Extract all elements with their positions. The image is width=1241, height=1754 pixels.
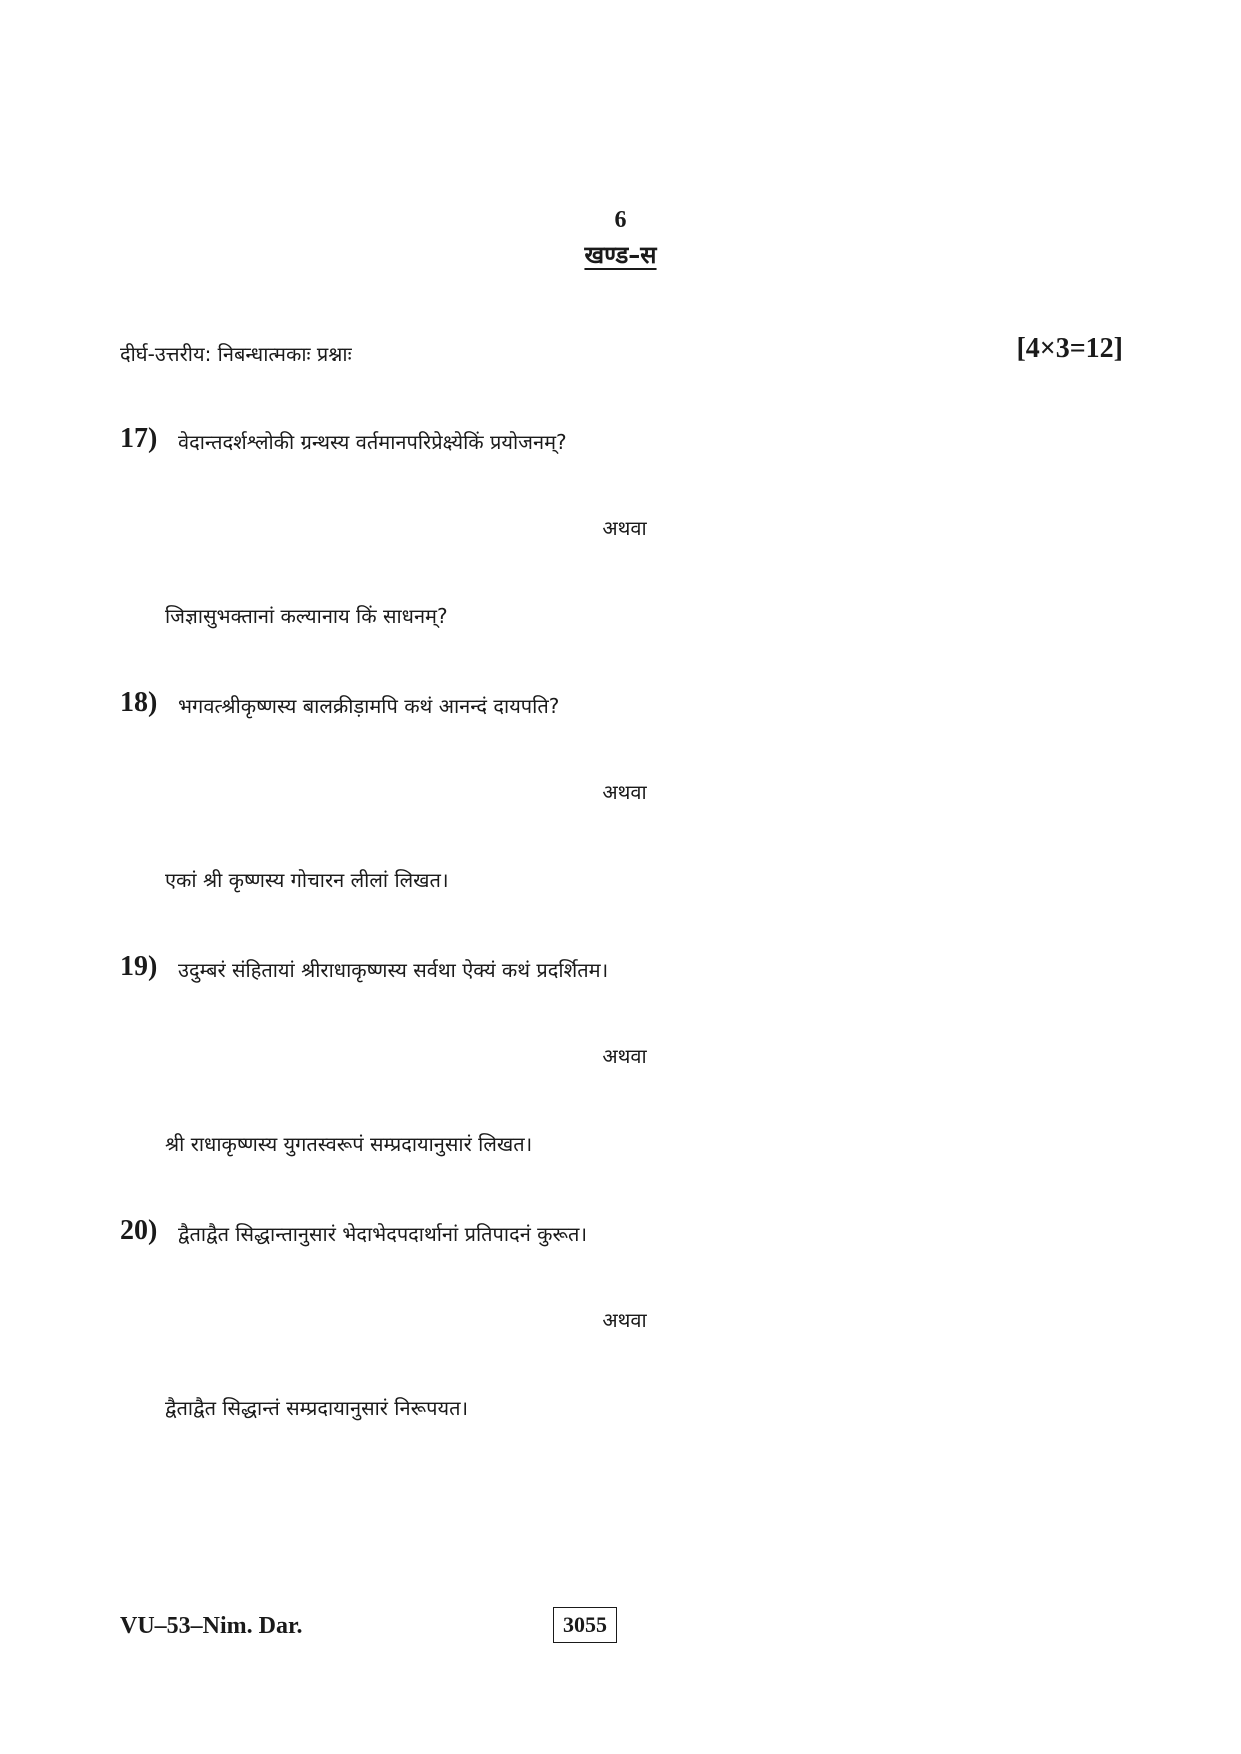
paper-code: VU–53–Nim. Dar. (120, 1613, 303, 1639)
question-number: 19) (120, 951, 158, 982)
question-text: द्वैताद्वैत सिद्धान्तानुसारं भेदाभेदपदार्थानां प्रतिपादनं कुरूत। (178, 1222, 588, 1246)
alternative-question-text: श्री राधाकृष्णस्य युगतस्वरूपं सम्प्रदायानुसारं लिखत। (165, 1132, 533, 1156)
alternative-question-text: जिज्ञासुभक्तानां कल्यानाय किं साधनम्? (165, 604, 448, 628)
question-number: 18) (120, 687, 158, 718)
alternative-question-text: द्वैताद्वैत सिद्धान्तं सम्प्रदायानुसारं निरूपयत। (165, 1396, 469, 1420)
page-number: 6 (614, 207, 627, 233)
or-label: अथवा (602, 516, 647, 540)
or-label: अथवा (602, 780, 647, 804)
question-text: भगवत्श्रीकृष्णस्य बालक्रीड़ामपि कथं आनन्दं दायपति? (178, 694, 560, 718)
or-label: अथवा (602, 1308, 647, 1332)
section-title-text: खण्ड–स (584, 241, 657, 269)
or-label: अथवा (602, 1044, 647, 1068)
marks-label: [4×3=12] (1016, 333, 1123, 364)
question-text: उदुम्बरं संहितायां श्रीराधाकृष्णस्य सर्वथा ऐक्यं कथं प्रदर्शितम। (178, 958, 609, 982)
question-number: 17) (120, 423, 158, 454)
paper-number-box: 3055 (553, 1607, 617, 1643)
question-text: वेदान्तदर्शश्लोकी ग्रन्थस्य वर्तमानपरिप्रेक्ष्येकिं प्रयोजनम्? (178, 430, 567, 454)
alternative-question-text: एकां श्री कृष्णस्य गोचारन लीलां लिखत। (165, 868, 449, 892)
instruction-text: दीर्घ-उत्तरीय: निबन्धात्मकाः प्रश्नाः (120, 342, 352, 366)
question-number: 20) (120, 1215, 158, 1246)
section-title (0, 238, 1241, 271)
